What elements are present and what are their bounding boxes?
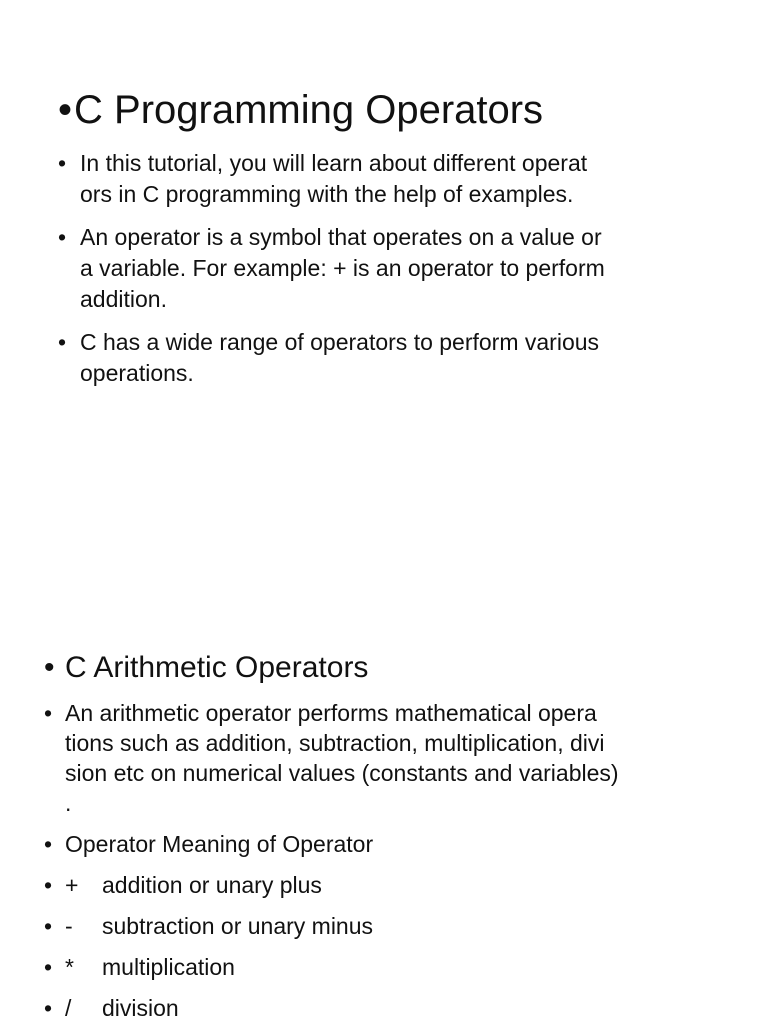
bullet-line: . <box>65 790 72 816</box>
operator-meaning: addition or unary plus <box>102 872 322 898</box>
operator-table-header <box>44 829 724 859</box>
bullet-line: tions such as addition, subtraction, multiplication, divi <box>65 730 605 756</box>
title-bullet: • <box>58 88 73 132</box>
bullet-line: An operator is a symbol that operates on a value or <box>80 224 602 250</box>
operator-row <box>44 870 724 900</box>
slide-2-title-text: C Arithmetic Operators <box>65 651 369 684</box>
operator-row <box>44 952 724 982</box>
bullet-line: C has a wide range of operators to perform various <box>80 329 600 355</box>
operator-symbol: - <box>65 913 73 939</box>
table-header-text: Operator Meaning of Operator <box>65 831 374 857</box>
bullet-marker: • <box>44 995 53 1021</box>
bullet-line: operations. <box>80 360 194 386</box>
bullet-marker: • <box>44 872 53 898</box>
slide-2-title <box>44 648 368 688</box>
bullet-point <box>58 222 728 315</box>
slide-2 <box>0 512 768 1024</box>
bullet-marker: • <box>44 954 53 980</box>
slide-1-title-text: C Programming Operators <box>74 88 544 132</box>
bullet-point <box>44 698 724 818</box>
bullet-line: sion etc on numerical values (constants and variables) <box>65 760 619 786</box>
slide-1-bullet-list <box>58 148 728 401</box>
bullet-marker: • <box>44 700 53 726</box>
slide-2-bullet-list <box>44 698 724 1034</box>
bullet-marker: • <box>58 150 67 176</box>
bullet-line: addition. <box>80 286 167 312</box>
operator-meaning: subtraction or unary minus <box>102 913 374 939</box>
operator-meaning: multiplication <box>102 954 235 980</box>
operator-symbol: + <box>65 872 79 898</box>
operator-meaning: division <box>102 995 179 1021</box>
bullet-line: ors in C programming with the help of examples. <box>80 181 574 207</box>
bullet-point <box>58 327 728 389</box>
bullet-line: In this tutorial, you will learn about different operat <box>80 150 588 176</box>
operator-symbol: * <box>65 954 74 980</box>
bullet-marker: • <box>44 831 53 857</box>
operator-row <box>44 993 724 1023</box>
bullet-marker: • <box>58 329 67 355</box>
bullet-line: An arithmetic operator performs mathematical opera <box>65 700 597 726</box>
bullet-marker: • <box>58 224 67 250</box>
operator-symbol: / <box>65 995 72 1021</box>
bullet-line: a variable. For example: + is an operator to perform <box>80 255 605 281</box>
slide-1 <box>0 0 768 512</box>
operator-row <box>44 911 724 941</box>
bullet-point <box>58 148 728 210</box>
slide-1-title <box>58 84 543 136</box>
bullet-marker: • <box>44 913 53 939</box>
title-bullet: • <box>44 651 55 684</box>
